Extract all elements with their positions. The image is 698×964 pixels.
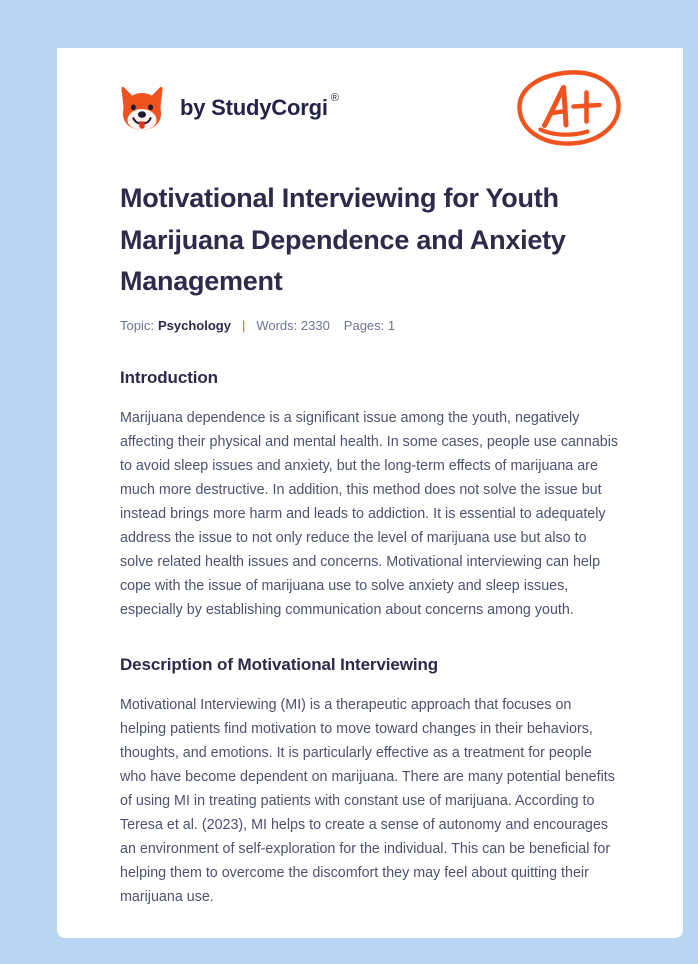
brand-name: by StudyCorgi	[180, 95, 328, 120]
meta-separator: |	[241, 317, 246, 333]
brand-lockup[interactable]	[120, 85, 339, 131]
page-count: Pages: 1	[343, 317, 396, 333]
brand-wordmark	[180, 92, 339, 120]
topic-label: Topic:	[120, 317, 154, 333]
document-header	[120, 48, 620, 154]
section-heading-description: Description of Motivational Interviewing	[120, 654, 439, 674]
section-paragraph: Marijuana dependence is a significant issue among the youth, negatively affecting their physical and mental health. In some cases, people use cannabis to avoid sleep issues and anxiety, but the long-term effects of marijuana are much more destructive. In addition, this method does not solve the issue but instead brings more harm and leads to addiction. It is essential to adequately address the issue to not only reduce the level of marijuana use but also to solve related health issues and concerns. Motivational interviewing can help cope with the issue of marijuana use to solve anxiety and sleep issues, especially by establishing communication about concerns among youth.	[120, 409, 619, 618]
page-content	[57, 48, 683, 909]
document-meta	[120, 317, 620, 335]
a-plus-grade-icon	[514, 66, 624, 150]
document-page	[57, 48, 683, 938]
registered-trademark-icon: ®	[330, 92, 339, 104]
topic-link[interactable]: Psychology	[157, 317, 231, 333]
section-paragraph: Motivational Interviewing (MI) is a therapeutic approach that focuses on helping patients find motivation to move toward changes in their behaviors, thoughts, and emotions. It is particularly effective as a treatment for people who have become dependent on marijuana. There are many potential benefits of using MI in treating patients with constant use of marijuana. According to Teresa et al. (2023), MI helps to create a sense of autonomy and encourages an environment of self-exploration for the individual. This can be beneficial for helping them to overcome the discomfort they may feel about quitting their marijuana use.	[120, 696, 615, 905]
corgi-face-icon	[120, 85, 164, 131]
section-heading-introduction: Introduction	[120, 367, 218, 387]
page-title: Motivational Interviewing for Youth Marijuana Dependence and Anxiety Management	[120, 183, 566, 296]
word-count: Words: 2330	[256, 317, 330, 333]
